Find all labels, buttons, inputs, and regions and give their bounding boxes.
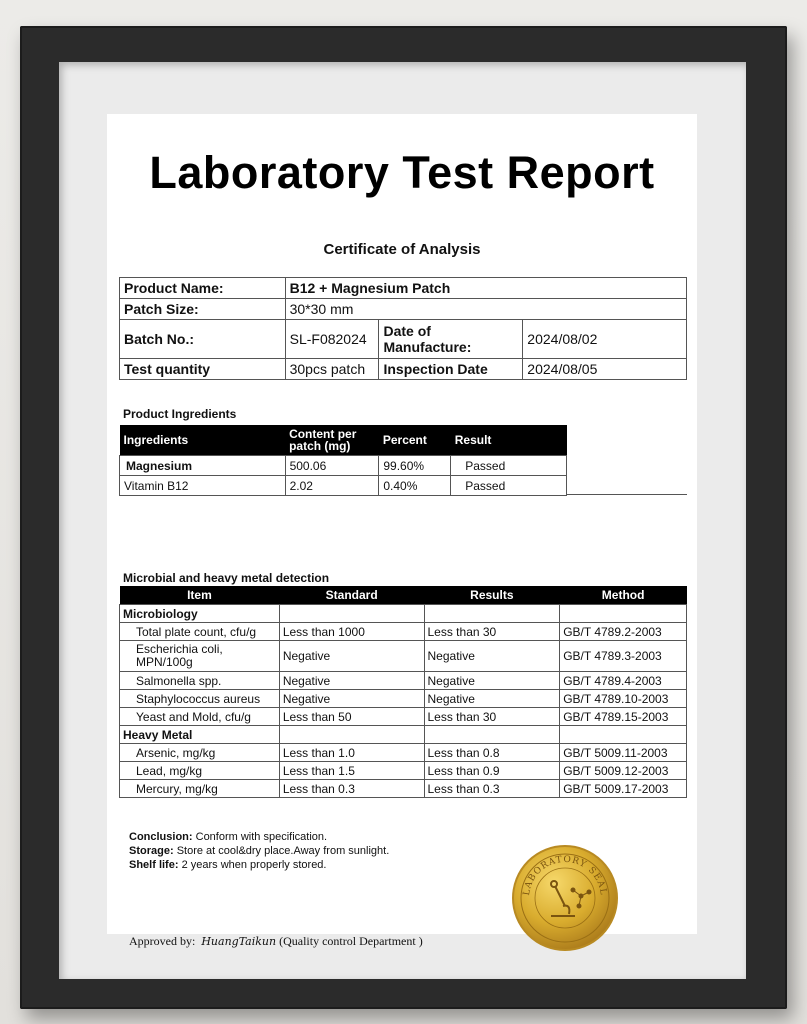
table-row xyxy=(120,476,567,496)
group-heavy-metal: Heavy Metal xyxy=(120,726,280,744)
method-cell: GB/T 4789.2-2003 xyxy=(560,623,687,641)
standard-cell: Less than 50 xyxy=(279,708,424,726)
results-cell: Negative xyxy=(424,690,560,708)
batch-label: Batch No.: xyxy=(120,320,286,359)
ingredient-content: 2.02 xyxy=(285,476,379,496)
ingredients-table xyxy=(119,425,567,496)
laboratory-seal-icon xyxy=(511,844,619,952)
product-info-table xyxy=(119,277,687,380)
table-row xyxy=(120,708,687,726)
group-row xyxy=(120,605,687,623)
item-cell: Arsenic, mg/kg xyxy=(120,744,280,762)
picture-frame xyxy=(20,26,787,1009)
table-row xyxy=(120,456,567,476)
ingredient-name: Vitamin B12 xyxy=(120,476,286,496)
info-row xyxy=(120,299,687,320)
department-label: (Quality control Department ) xyxy=(279,934,423,948)
microbial-table xyxy=(119,586,687,798)
report-subtitle: Certificate of Analysis xyxy=(323,241,481,258)
header-result: Result xyxy=(451,425,567,456)
batch-value: SL-F082024 xyxy=(285,320,379,359)
header-content: Content per patch (mg) xyxy=(285,425,379,456)
results-cell: Negative xyxy=(424,641,560,672)
table-row xyxy=(120,762,687,780)
results-cell: Less than 0.8 xyxy=(424,744,560,762)
group-microbiology: Microbiology xyxy=(120,605,280,623)
shelf-life-label: Shelf life: xyxy=(129,859,179,871)
table-row xyxy=(120,641,687,672)
standard-cell: Less than 0.3 xyxy=(279,780,424,798)
ingredient-result: Passed xyxy=(451,476,567,496)
seal-text: LABORATORY SEAL xyxy=(521,854,609,897)
ingredients-section-label: Product Ingredients xyxy=(123,407,237,421)
standard-cell: Less than 1.5 xyxy=(279,762,424,780)
table-row xyxy=(120,744,687,762)
date-mfg-value: 2024/08/02 xyxy=(523,320,687,359)
frame-mat xyxy=(59,62,746,979)
item-cell: Salmonella spp. xyxy=(120,672,280,690)
report-paper xyxy=(107,114,697,948)
product-name-value: B12 + Magnesium Patch xyxy=(285,278,686,299)
divider xyxy=(567,494,687,495)
results-cell: Less than 30 xyxy=(424,623,560,641)
ingredient-content: 500.06 xyxy=(285,456,379,476)
standard-cell: Negative xyxy=(279,672,424,690)
standard-cell: Less than 1.0 xyxy=(279,744,424,762)
info-row xyxy=(120,359,687,380)
method-cell: GB/T 5009.11-2003 xyxy=(560,744,687,762)
approved-by-label: Approved by: xyxy=(129,934,196,948)
conclusion-line xyxy=(129,830,389,844)
standard-cell: Negative xyxy=(279,690,424,708)
standard-cell: Less than 1000 xyxy=(279,623,424,641)
method-cell: GB/T 5009.17-2003 xyxy=(560,780,687,798)
item-cell: Lead, mg/kg xyxy=(120,762,280,780)
method-cell: GB/T 4789.15-2003 xyxy=(560,708,687,726)
ingredient-name: Magnesium xyxy=(120,456,286,476)
product-name-label: Product Name: xyxy=(120,278,286,299)
ingredient-result: Passed xyxy=(451,456,567,476)
info-row xyxy=(120,320,687,359)
table-row xyxy=(120,672,687,690)
ingredient-percent: 99.60% xyxy=(379,456,451,476)
table-row xyxy=(120,780,687,798)
table-row xyxy=(120,690,687,708)
group-row xyxy=(120,726,687,744)
method-cell: GB/T 4789.3-2003 xyxy=(560,641,687,672)
header-method: Method xyxy=(560,586,687,605)
method-cell: GB/T 4789.10-2003 xyxy=(560,690,687,708)
storage-value: Store at cool&dry place.Away from sunlight. xyxy=(176,845,390,857)
approval-line xyxy=(129,934,423,949)
item-cell: Escherichia coli, MPN/100g xyxy=(120,641,280,672)
report-title: Laboratory Test Report xyxy=(149,147,655,198)
conclusion-label: Conclusion: xyxy=(129,831,193,843)
method-cell: GB/T 5009.12-2003 xyxy=(560,762,687,780)
item-cell: Total plate count, cfu/g xyxy=(120,623,280,641)
table-row xyxy=(120,623,687,641)
results-cell: Less than 0.3 xyxy=(424,780,560,798)
inspection-label: Inspection Date xyxy=(379,359,523,380)
date-mfg-label: Date of Manufacture: xyxy=(379,320,523,359)
test-qty-value: 30pcs patch xyxy=(285,359,379,380)
inspection-value: 2024/08/05 xyxy=(523,359,687,380)
method-cell: GB/T 4789.4-2003 xyxy=(560,672,687,690)
test-qty-label: Test quantity xyxy=(120,359,286,380)
standard-cell: Negative xyxy=(279,641,424,672)
patch-size-value: 30*30 mm xyxy=(285,299,686,320)
microbial-header-row xyxy=(120,586,687,605)
patch-size-label: Patch Size: xyxy=(120,299,286,320)
header-results: Results xyxy=(424,586,560,605)
ingredients-header-row xyxy=(120,425,567,456)
shelf-life-line xyxy=(129,858,389,872)
storage-line xyxy=(129,844,389,858)
results-cell: Negative xyxy=(424,672,560,690)
notes-block xyxy=(129,830,389,872)
results-cell: Less than 0.9 xyxy=(424,762,560,780)
item-cell: Yeast and Mold, cfu/g xyxy=(120,708,280,726)
signature: HuangTaikun xyxy=(201,935,277,948)
results-cell: Less than 30 xyxy=(424,708,560,726)
header-percent: Percent xyxy=(379,425,451,456)
item-cell: Staphylococcus aureus xyxy=(120,690,280,708)
item-cell: Mercury, mg/kg xyxy=(120,780,280,798)
header-standard: Standard xyxy=(279,586,424,605)
storage-label: Storage: xyxy=(129,845,174,857)
shelf-life-value: 2 years when properly stored. xyxy=(181,859,327,871)
microbial-section-label: Microbial and heavy metal detection xyxy=(123,571,330,585)
header-ingredients: Ingredients xyxy=(120,425,286,456)
header-item: Item xyxy=(120,586,280,605)
info-row xyxy=(120,278,687,299)
conclusion-value: Conform with specification. xyxy=(195,831,328,843)
ingredient-percent: 0.40% xyxy=(379,476,451,496)
